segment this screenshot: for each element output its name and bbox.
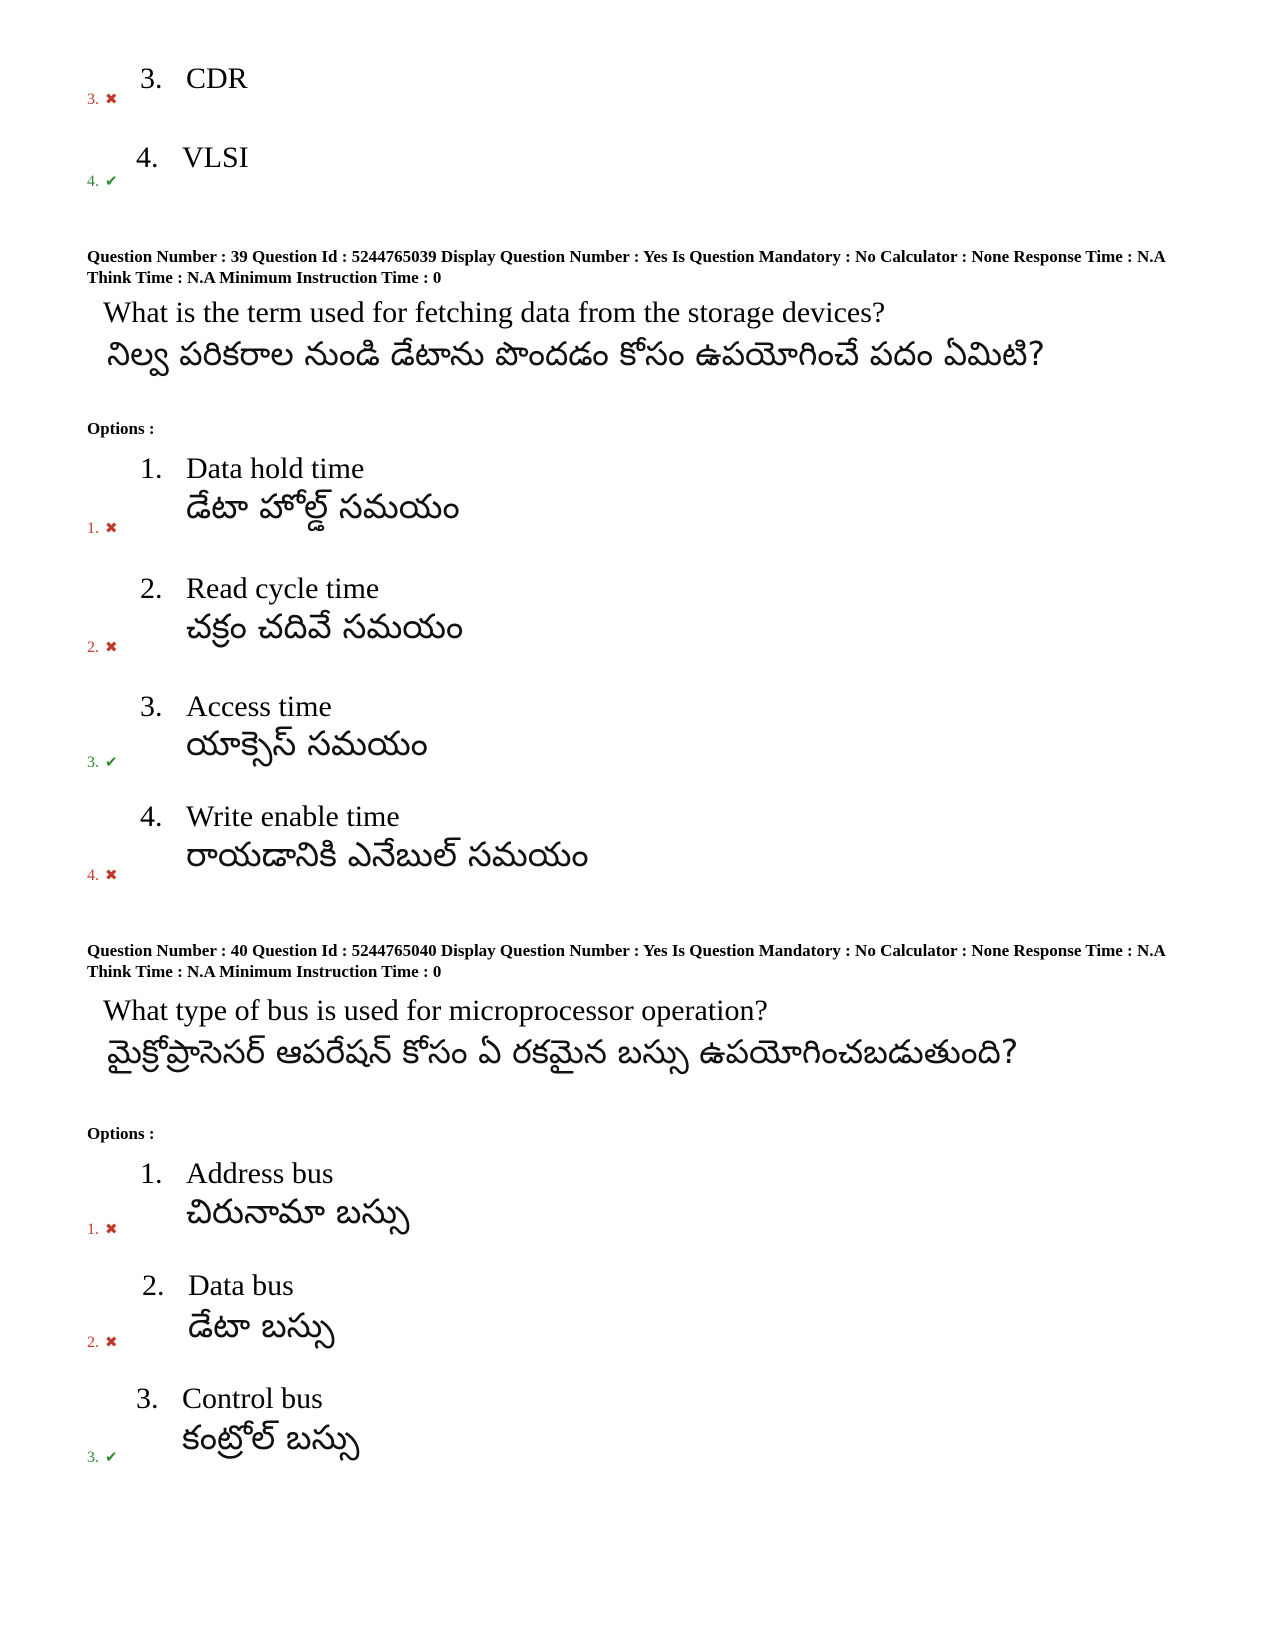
q40-option-2-te: డేటా బస్సు <box>188 1306 335 1346</box>
q40-option-1: 1. Address bus <box>140 1157 334 1190</box>
check-icon: ✔ <box>105 174 118 190</box>
wrong-icon: ✖ <box>105 868 118 884</box>
q39-option-1-te: డేటా హోల్డ్ సమయం <box>186 487 460 527</box>
q39-option-4-status-mark: 4. ✖ <box>87 867 118 884</box>
q39-option-4: 4. Write enable time <box>140 800 400 833</box>
wrong-icon: ✖ <box>105 1222 118 1238</box>
question-39-text-te: నిల్వ పరికరాల నుండి డేటాను పొందడం కోసం ఉపయోగించే పదం ఏమిటి? <box>107 334 1045 373</box>
q40-option-3-status-mark: 3. ✔ <box>87 1449 118 1466</box>
q40-option-2-status-mark: 2. ✖ <box>87 1334 118 1351</box>
prev-option-3: 3. CDR <box>140 62 248 95</box>
q40-option-3: 3. Control bus <box>136 1382 323 1415</box>
q40-option-3-te: కంట్రోల్ బస్సు <box>182 1418 360 1458</box>
question-40-meta: Question Number : 40 Question Id : 5244765040 Display Question Number : Yes Is Question Mandatory : No Calculator : None Response Time : N.A Think Time : N.A Minimum Instruction Time : 0 <box>87 941 1165 981</box>
question-39-text-en: What is the term used for fetching data from the storage devices? <box>103 296 886 329</box>
wrong-icon: ✖ <box>105 521 118 537</box>
option-3-status-mark: 3. ✖ <box>87 91 118 108</box>
q39-option-3: 3. Access time <box>140 690 332 723</box>
check-icon: ✔ <box>105 755 118 771</box>
q40-option-1-te: చిరునామా బస్సు <box>186 1192 410 1232</box>
q39-option-1: 1. Data hold time <box>140 452 365 485</box>
wrong-icon: ✖ <box>105 640 118 656</box>
question-39-meta: Question Number : 39 Question Id : 5244765039 Display Question Number : Yes Is Question Mandatory : No Calculator : None Response Time : N.A Think Time : N.A Minimum Instruction Time : 0 <box>87 247 1165 287</box>
question-40-text-en: What type of bus is used for microprocessor operation? <box>103 994 768 1027</box>
option-4-status-mark: 4. ✔ <box>87 173 118 190</box>
question-40-text-te: మైక్రోప్రాసెసర్ ఆపరేషన్ కోసం ఏ రకమైన బస్సు ఉపయోగించబడుతుంది? <box>107 1032 1019 1071</box>
q39-option-3-te: యాక్సెస్ సమయం <box>186 724 428 764</box>
question-40-options-label: Options : <box>87 1124 155 1143</box>
wrong-icon: ✖ <box>105 1335 118 1351</box>
q39-option-3-status-mark: 3. ✔ <box>87 754 118 771</box>
prev-option-4: 4. VLSI <box>136 141 249 174</box>
q39-option-2-te: చక్రం చదివే సమయం <box>186 607 464 647</box>
q40-option-2: 2. Data bus <box>142 1269 294 1302</box>
wrong-icon: ✖ <box>105 92 118 108</box>
q39-option-1-status-mark: 1. ✖ <box>87 520 118 537</box>
q39-option-4-te: రాయడానికి ఎనేబుల్ సమయం <box>186 835 589 875</box>
check-icon: ✔ <box>105 1450 118 1466</box>
q40-option-1-status-mark: 1. ✖ <box>87 1221 118 1238</box>
q39-option-2: 2. Read cycle time <box>140 572 380 605</box>
question-39-options-label: Options : <box>87 419 155 438</box>
q39-option-2-status-mark: 2. ✖ <box>87 639 118 656</box>
